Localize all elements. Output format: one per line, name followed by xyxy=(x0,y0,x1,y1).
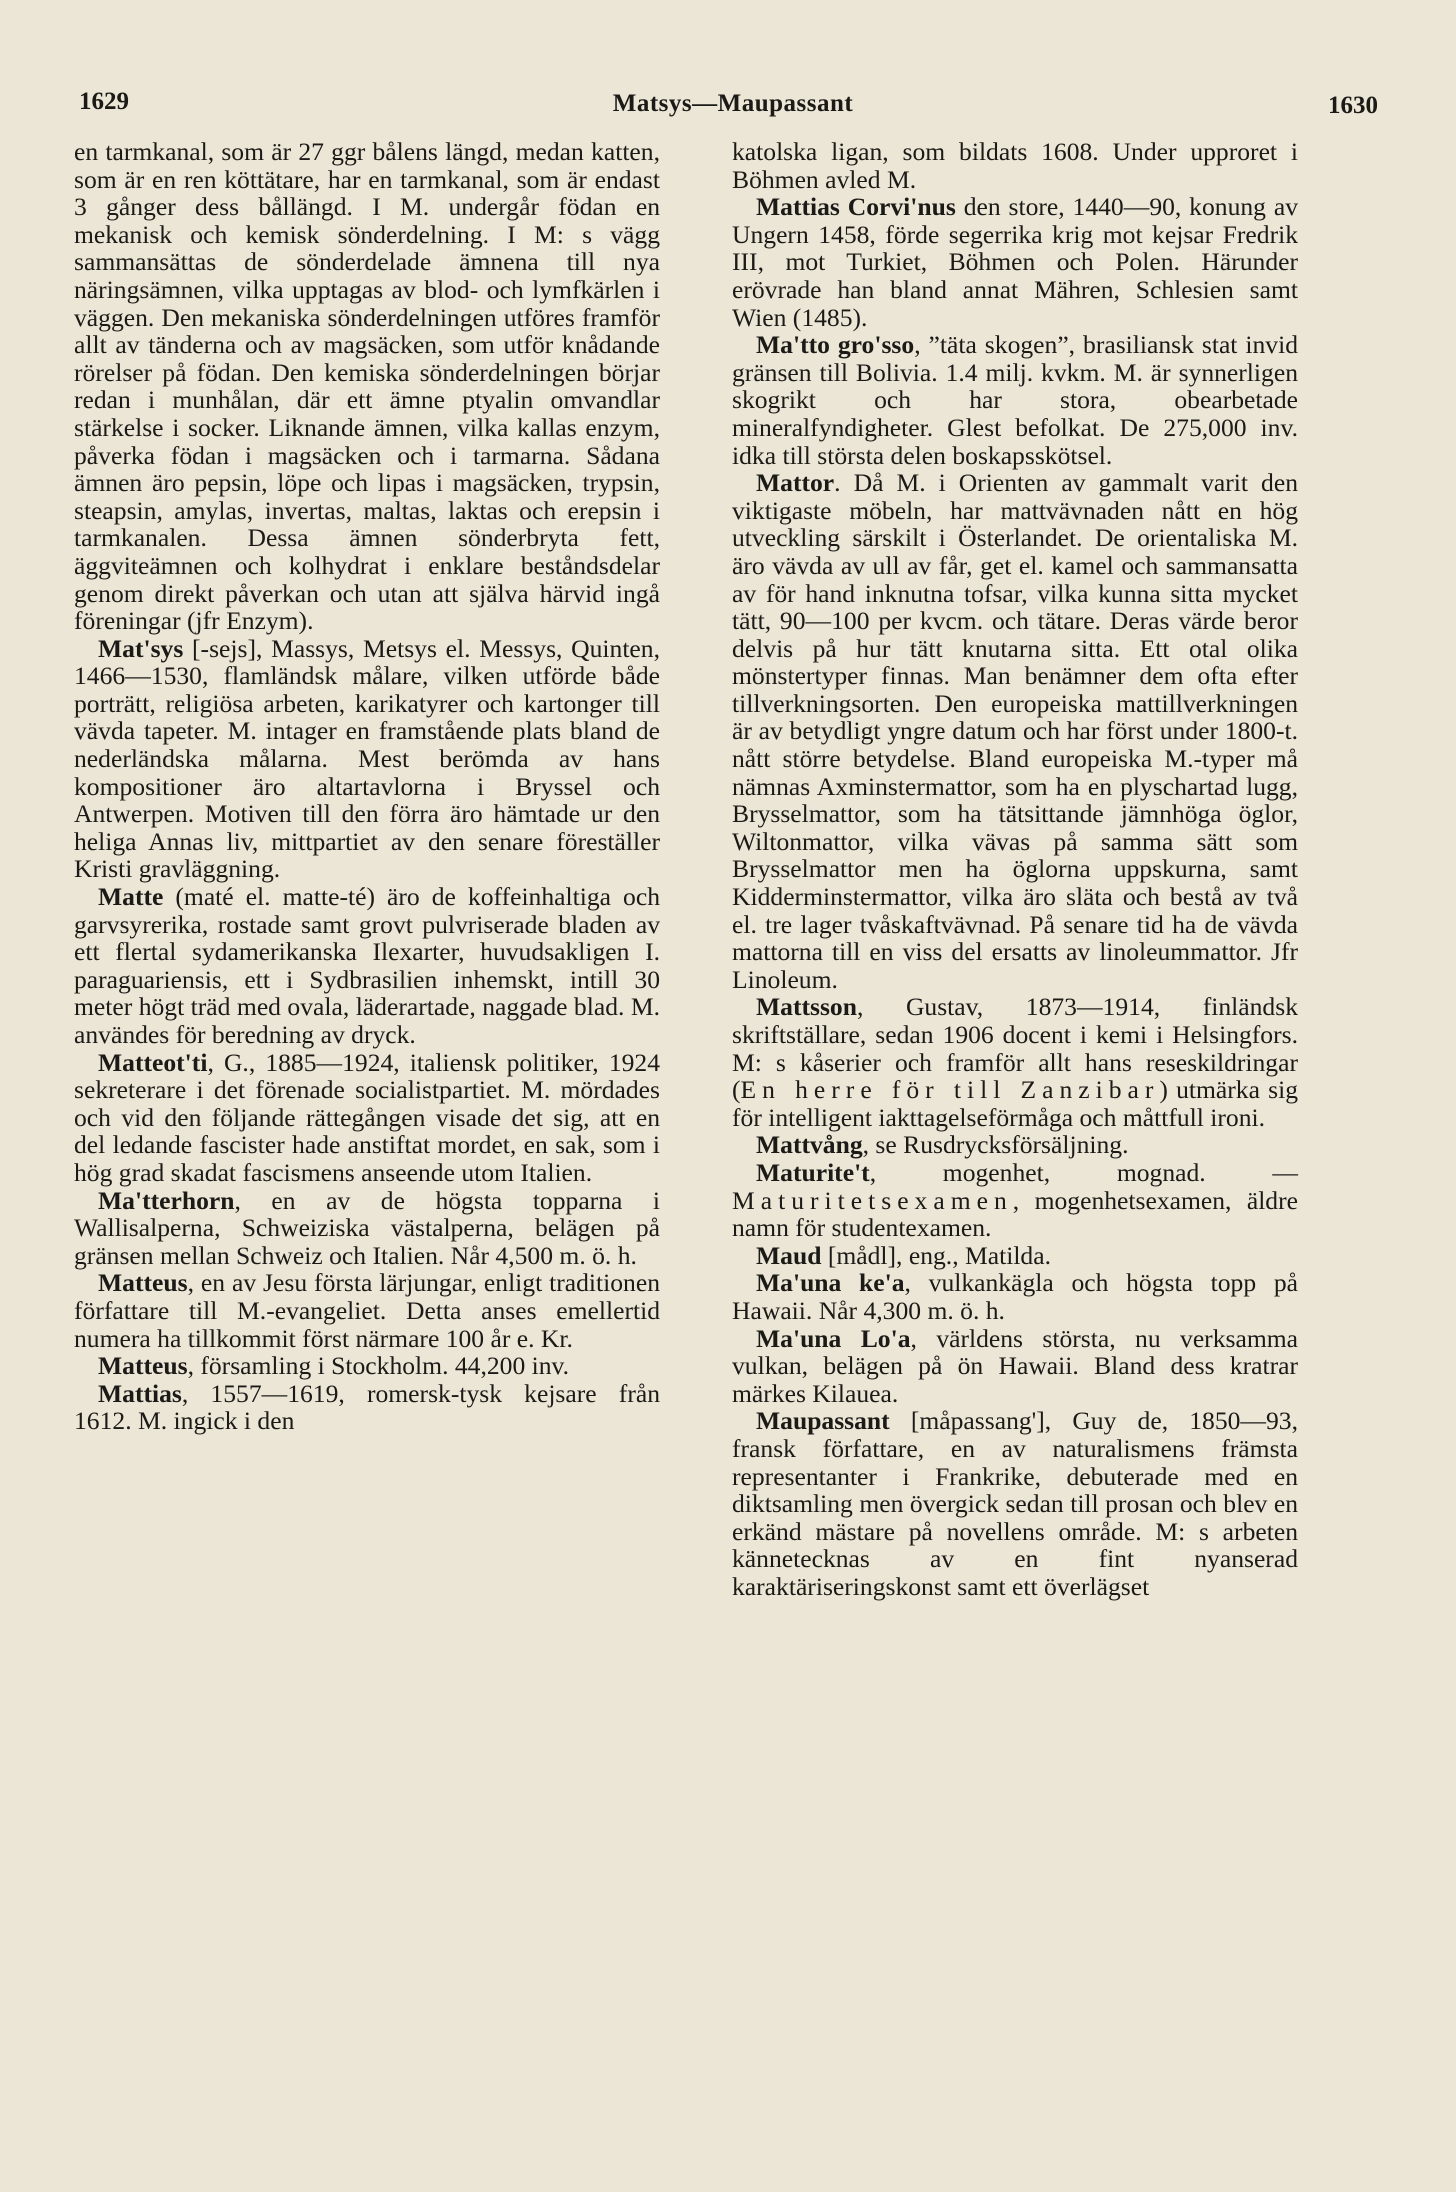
running-head: Matsys—Maupassant xyxy=(612,90,854,117)
entry: Maturite't, mogenhet, mognad. — Maturitetsexamen, mogenhetsexamen, äldre namn för studentexamen. xyxy=(732,1157,1298,1243)
headword: Ma'tterhorn xyxy=(98,1185,235,1215)
headword: Maupassant xyxy=(756,1406,890,1436)
page-number-left: 1629 xyxy=(79,88,129,115)
right-column xyxy=(732,138,1298,1600)
left-column xyxy=(74,138,660,1435)
entry: Mattor. Då M. i Orienten av gammalt varit den viktigaste möbeln, har mattvävnaden nått en hög utveckling särskilt i Österlandet. De orientaliska M. äro vävda av ull av får, get el. kamel och sammansatta av för hand inknutna tofsar, vilka kunna sitta mycket tätt, 90—100 per kvcm. och tätare. Deras värde beror delvis på hur tätt knutarna sitta. Ett otal olika mönstertyper finnas. Man benämner dem ofta efter tillverkningsorten. Den europeiska mattillverkningen är av betydligt yngre datum och har först under 1800-t. nått större betydelse. Bland europeiska M.-typer må nämnas Axminstermattor, som ha en plyschartad lugg, Brysselmattor, som ha tätsittande jämnhöga öglor, Wiltonmattor, vilka vävas på samma sätt som Brysselmattor men ha öglorna uppskurna, samt Kidderminstermattor, vilka äro släta och bestå av två el. tre lager tvåskaftvävnad. På senare tid ha de vävda mattorna till en viss del ersatts av linoleummattor. Jfr Linoleum. xyxy=(732,468,1298,994)
entry: Ma'tto gro'sso, ”täta skogen”, brasiliansk stat invid gränsen till Bolivia. 1.4 milj. kvkm. M. är synnerligen skogrikt och har stora, obearbetade mineralfyndigheter. Glest befolkat. De 275,000 inv. idka till största delen boskapsskötsel. xyxy=(732,330,1298,470)
headword: Matteus xyxy=(98,1268,188,1298)
entry: Ma'tterhorn, en av de högsta topparna i Wallisalperna, Schweiziska västalperna, belägen på gränsen mellan Schweiz och Italien. Når 4,500 m. ö. h. xyxy=(74,1185,660,1270)
headword: Mattias Corvi'nus xyxy=(756,192,956,222)
headword: Ma'una Lo'a xyxy=(756,1323,911,1353)
headword: Matteus xyxy=(98,1351,188,1381)
entry: Mattsson, Gustav, 1873—1914, finländsk skriftställare, sedan 1906 docent i kemi i Helsingfors. M: s kåserier och framför allt hans reseskildringar (En herre för till Zanzibar) utmärka sig för intelligent iakttagelseförmåga och måttfull ironi. xyxy=(732,992,1298,1132)
spaced-term: Maturitetsexamen xyxy=(732,1185,1013,1215)
headword: Mattvång xyxy=(756,1130,863,1160)
headword: Mat'sys xyxy=(98,633,184,663)
entry: Mattvång, se Rusdrycksförsäljning. xyxy=(756,1130,1129,1160)
headword: Mattor xyxy=(756,468,835,498)
entry: Mattias Corvi'nus den store, 1440—90, konung av Ungern 1458, förde segerrika krig mot kejsar Fredrik III, mot Turkiet, Böhmen och Polen. Härunder erövrade han bland annat Mähren, Schlesien samt Wien (1485). xyxy=(732,192,1298,332)
entry: Matteus, församling i Stockholm. 44,200 inv. xyxy=(98,1351,570,1381)
entry: Mat'sys [-sejs], Massys, Metsys el. Messys, Quinten, 1466—1530, flamländsk målare, vilken utförde både porträtt, religiösa arbeten, karikatyrer och kartonger till vävda tapeter. M. intager en framstående plats bland de nederländska målarna. Mest berömda av hans kompositioner äro altartavlorna i Bryssel och Antwerpen. Motiven till den förra äro hämtade ur den heliga Annas liv, mittpartiet av den senare föreställer Kristi gravläggning. xyxy=(74,633,660,884)
headword: Mattsson xyxy=(756,992,857,1022)
entry: Maupassant [måpassang'], Guy de, 1850—93, fransk författare, en av naturalismens främsta representanter i Frankrike, debuterade med en diktsamling men övergick sedan till prosan och blev en erkänd mästare på novellens område. M: s arbeten kännetecknas av en fint nyanserad karaktäriseringskonst samt ett överlägset xyxy=(732,1406,1298,1601)
entry: Matteot'ti, G., 1885—1924, italiensk politiker, 1924 sekreterare i det förenade socialistpartiet. M. mördades och vid den följande rättegången visade det sig, att en del ledande fascister hade anstiftat mordet, en sak, som i hög grad skadat fascismens anseende utom Italien. xyxy=(74,1047,660,1187)
entry: Ma'una ke'a, vulkankägla och högsta topp på Hawaii. Når 4,300 m. ö. h. xyxy=(732,1268,1299,1325)
headword: Mattias xyxy=(98,1378,182,1408)
entry: Ma'una Lo'a, världens största, nu verksamma vulkan, belägen på ön Hawaii. Bland dess kratrar märkes Kilauea. xyxy=(732,1323,1298,1408)
page-number-right: 1630 xyxy=(1328,92,1378,119)
entry-continuation: en tarmkanal, som är 27 ggr bålens längd, medan katten, som är en ren köttätare, har en tarmkanal, som är endast 3 gånger dess bållängd. I M. undergår födan en mekanisk och kemisk sönderdelning. I M: s vägg sammansättas de sönderdelade ämnena till nya näringsämnen, vilka upptagas av blod- och lymfkärlen i väggen. Den mekaniska sönderdelningen utföres framför allt av tänderna och av magsäcken, som utför knådande rörelser på födan. Den kemiska sönderdelningen börjar redan i munhålan, där ett ämne ptyalin omvandlar stärkelse i socker. Liknande ämnen, vilka kallas enzym, påverka födan i magsäcken och i tarmarna. Sådana ämnen äro pepsin, löpe och lipas i magsäcken, trypsin, steapsin, amylas, invertas, maltas, laktas och erepsin i tarmkanalen. Dessa ämnen sönderbryta fett, äggviteämnen och kolhydrat i enklare beståndsdelar genom direkt påverkan och utan att själva härvid ingå föreningar (jfr Enzym). xyxy=(74,137,660,636)
entry: Mattias, 1557—1619, romersk-tysk kejsare från 1612. M. ingick i den xyxy=(74,1378,660,1436)
headword: Ma'tto gro'sso xyxy=(756,330,915,360)
entry: Matte (maté el. matte-té) äro de koffeinhaltiga och garvsyrerika, rostade samt grovt pulvriserade bladen av ett flertal sydamerikanska Ilexarter, huvudsakligen I. paraguariensis, ett i Sydbrasilien inhemskt, intill 30 meter högt träd med ovala, läderartade, naggade blad. M. användes för beredning av dryck. xyxy=(74,882,660,1049)
entry: Matteus, en av Jesu första lärjungar, enligt traditionen författare till M.-evangeliet. Detta anses emellertid numera ha tillkommit först närmare 100 år e. Kr. xyxy=(74,1268,660,1353)
spaced-title: En herre för till Zanzibar xyxy=(740,1075,1160,1105)
headword: Matteot'ti xyxy=(98,1047,208,1077)
entry: Maud [mådl], eng., Matilda. xyxy=(756,1240,1051,1270)
headword: Ma'una ke'a xyxy=(756,1268,905,1298)
headword: Maud xyxy=(756,1240,822,1270)
headword: Maturite't xyxy=(756,1157,870,1187)
page-header xyxy=(74,88,1392,128)
entry-continuation: katolska ligan, som bildats 1608. Under upproret i Böhmen avled M. xyxy=(732,137,1298,194)
headword: Matte xyxy=(98,882,164,912)
